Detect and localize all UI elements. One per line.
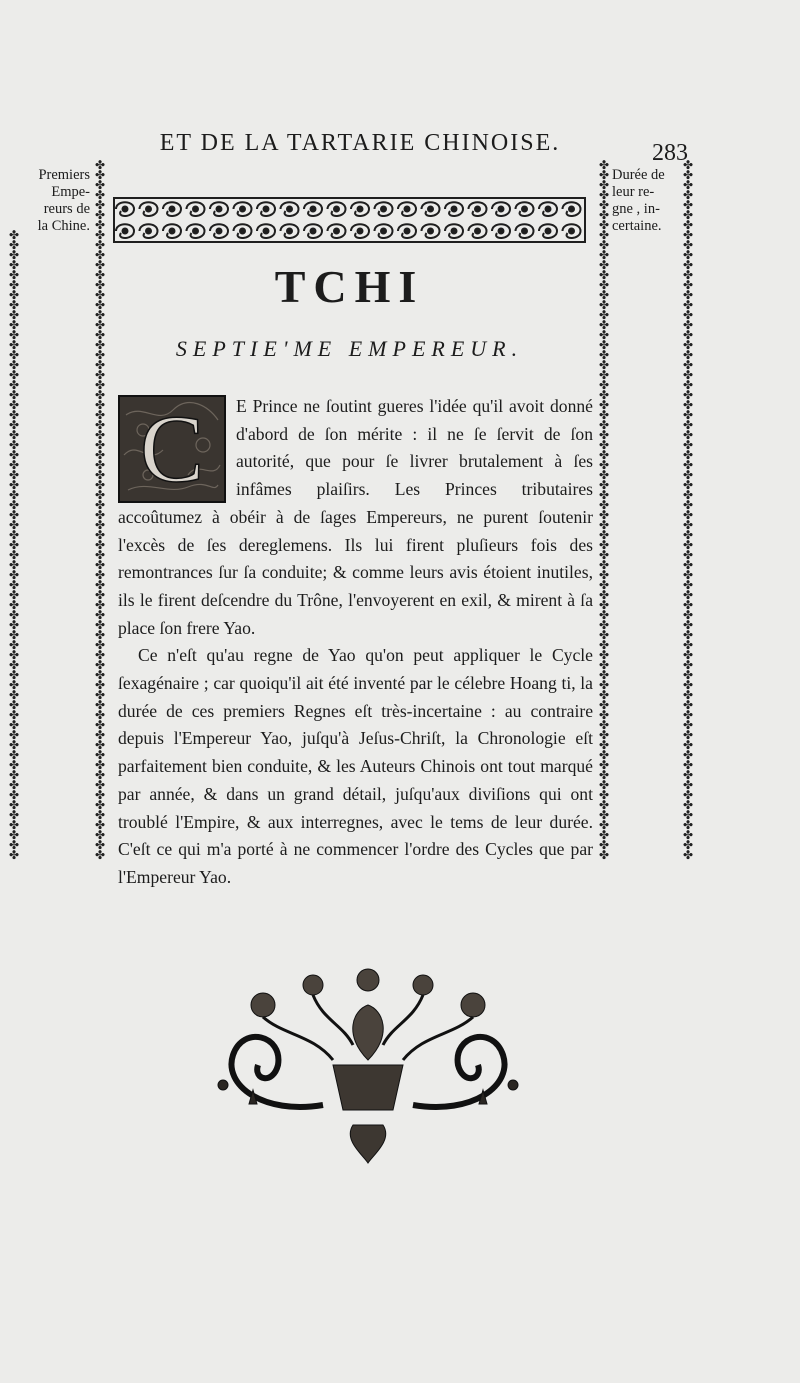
scroll-dot: [475, 207, 480, 212]
scroll-dot: [217, 229, 222, 234]
scroll-dot: [405, 229, 410, 234]
scroll-dot: [193, 207, 198, 212]
scroll-dot: [334, 207, 339, 212]
margin-note-line: certaine.: [612, 218, 662, 234]
scroll-dot: [475, 229, 480, 234]
scroll-dot: [428, 229, 433, 234]
paragraph-2: Ce n'eſt qu'au regne de Yao qu'on peut appliquer le Cycle ſexagénaire ; car quoiqu'il ait été inventé par le célebre Hoang ti, la durée de ces premiers Regnes eſt très-incertaine : au contraire depuis l'Empereur Yao, juſqu'à Jeſus-Chriſt, la Chronologie eſt parfaitement bien conduite, & les Auteurs Chinois ont tout marqué par année, & dans un grand détail, juſqu'aux diviſions qui ont troublé l'Empire, & aux interregnes, avec le tems de leur durée. C'eſt ce qui m'a porté à ne commencer l'ordre des Cycles que par l'Empereur Yao.: [118, 645, 593, 887]
scroll-dot: [311, 207, 316, 212]
scroll-dot: [146, 229, 151, 234]
scroll-dot: [522, 207, 527, 212]
scroll-dot: [123, 229, 128, 234]
margin-note-line: Durée de: [612, 167, 665, 183]
scroll-dot: [499, 207, 504, 212]
page-number: 283: [652, 140, 688, 166]
scroll-dot: [170, 229, 175, 234]
scroll-dot: [569, 207, 574, 212]
margin-note-line: leur re-: [612, 184, 655, 200]
scroll-dot: [428, 207, 433, 212]
scroll-dot: [522, 229, 527, 234]
scroll-dot: [334, 229, 339, 234]
left-inner-border: ✤ ✤ ✤ ✤ ✤ ✤ ✤ ✤ ✤ ✤ ✤ ✤ ✤ ✤ ✤ ✤ ✤ ✤ ✤ ✤ ✤ ✤ ✤ ✤ ✤ ✤ ✤ ✤ ✤ ✤ ✤ ✤ ✤ ✤ ✤ ✤ ✤ ✤ ✤ ✤ ✤ ✤ ✤ ✤ ✤ ✤ ✤ ✤ ✤ ✤ ✤ ✤ ✤ ✤ ✤ ✤ ✤ ✤ ✤ ✤ ✤ ✤ ✤ ✤ ✤ ✤ ✤ ✤ ✤ ✤: [94, 160, 106, 862]
scroll-dot: [546, 229, 551, 234]
scroll-dot: [217, 207, 222, 212]
right-margin-note: [612, 167, 682, 235]
scroll-dot: [569, 229, 574, 234]
scroll-dot: [311, 229, 316, 234]
body-text: [118, 393, 593, 892]
scroll-dot: [546, 207, 551, 212]
margin-note-line: reurs de: [43, 201, 90, 217]
scroll-dot: [381, 229, 386, 234]
scroll-dot: [358, 207, 363, 212]
scroll-dot: [405, 207, 410, 212]
chapter-subtitle: SEPTIE'ME EMPEREUR.: [175, 336, 524, 361]
margin-note-line: Empe-: [51, 184, 90, 200]
scroll-dot: [358, 229, 363, 234]
right-inner-border: ✤ ✤ ✤ ✤ ✤ ✤ ✤ ✤ ✤ ✤ ✤ ✤ ✤ ✤ ✤ ✤ ✤ ✤ ✤ ✤ ✤ ✤ ✤ ✤ ✤ ✤ ✤ ✤ ✤ ✤ ✤ ✤ ✤ ✤ ✤ ✤ ✤ ✤ ✤ ✤ ✤ ✤ ✤ ✤ ✤ ✤ ✤ ✤ ✤ ✤ ✤ ✤ ✤ ✤ ✤ ✤ ✤ ✤ ✤ ✤ ✤ ✤ ✤ ✤ ✤ ✤ ✤ ✤ ✤ ✤: [598, 160, 610, 862]
scroll-dot: [452, 229, 457, 234]
left-margin-note: [24, 167, 90, 235]
margin-note-line: la Chine.: [37, 218, 90, 234]
scroll-dot: [240, 229, 245, 234]
scroll-dot: [146, 207, 151, 212]
left-outer-border: ✤ ✤ ✤ ✤ ✤ ✤ ✤ ✤ ✤ ✤ ✤ ✤ ✤ ✤ ✤ ✤ ✤ ✤ ✤ ✤ ✤ ✤ ✤ ✤ ✤ ✤ ✤ ✤ ✤ ✤ ✤ ✤ ✤ ✤ ✤ ✤ ✤ ✤ ✤ ✤ ✤ ✤ ✤ ✤ ✤ ✤ ✤ ✤ ✤ ✤ ✤ ✤ ✤ ✤ ✤ ✤ ✤ ✤ ✤ ✤ ✤ ✤ ✤: [8, 230, 20, 862]
scroll-dot: [381, 207, 386, 212]
drop-cap-letter: C: [139, 395, 205, 502]
scroll-dot: [287, 207, 292, 212]
scroll-dot: [264, 229, 269, 234]
scroll-dot: [123, 207, 128, 212]
scroll-dot: [170, 207, 175, 212]
headpiece-ornament: [113, 197, 586, 243]
scroll-dot: [287, 229, 292, 234]
tailpiece-ornament: [203, 965, 533, 1165]
scroll-dot: [452, 207, 457, 212]
margin-note-line: gne , in-: [612, 201, 660, 217]
scroll-dot: [264, 207, 269, 212]
scroll-dot: [499, 229, 504, 234]
scroll-dot: [193, 229, 198, 234]
paragraph-1: E Prince ne ſoutint gueres l'idée qu'il avoit donné d'abord de ſon mérite : il ne ſe ſervit de ſon autorité, que pour ſe livrer brutalement à ſes infâmes plaiſirs. Les Princes tributaires accoûtumez à obéir à de ſages Empereurs, ne purent ſoutenir l'excès de ſes dereglemens. Ils lui firent pluſieurs fois des remontrances ſur ſa conduite; & comme leurs avis étoient inutiles, ils le firent deſcendre du Trône, l'envoyerent en exil, & mirent à ſa place ſon frere Yao.: [118, 396, 593, 638]
decorated-drop-cap: [118, 395, 226, 503]
chapter-title: TCHI: [274, 261, 425, 312]
margin-note-line: Premiers: [38, 167, 90, 183]
running-title: ET DE LA TARTARIE CHINOISE.: [159, 130, 561, 156]
right-outer-border: ✤ ✤ ✤ ✤ ✤ ✤ ✤ ✤ ✤ ✤ ✤ ✤ ✤ ✤ ✤ ✤ ✤ ✤ ✤ ✤ ✤ ✤ ✤ ✤ ✤ ✤ ✤ ✤ ✤ ✤ ✤ ✤ ✤ ✤ ✤ ✤ ✤ ✤ ✤ ✤ ✤ ✤ ✤ ✤ ✤ ✤ ✤ ✤ ✤ ✤ ✤ ✤ ✤ ✤ ✤ ✤ ✤ ✤ ✤ ✤ ✤ ✤ ✤ ✤ ✤ ✤ ✤ ✤ ✤ ✤: [682, 160, 694, 862]
scroll-dot: [240, 207, 245, 212]
